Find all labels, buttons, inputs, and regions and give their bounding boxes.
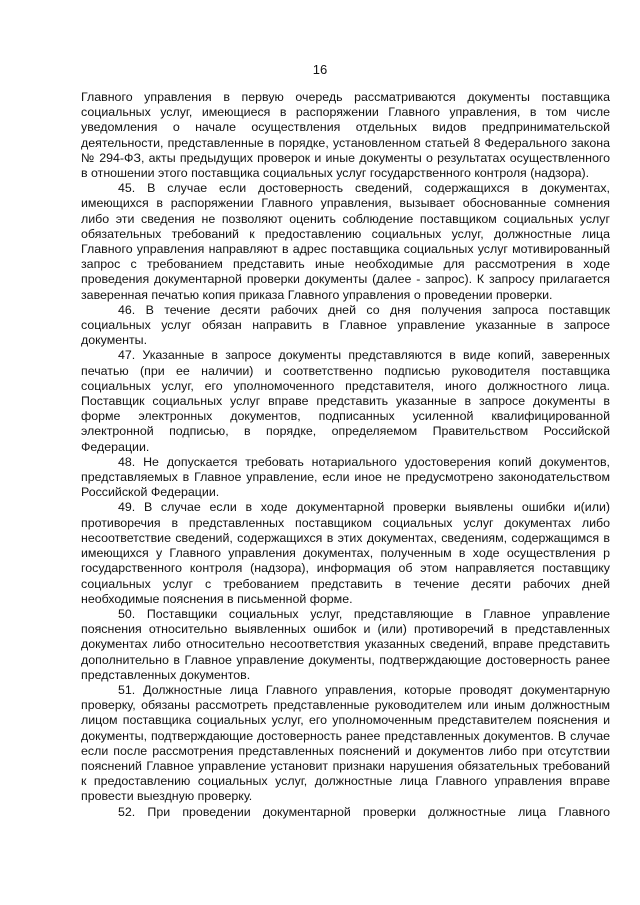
paragraph-continuation: Главного управления в первую очередь рассматриваются документы поставщика социальных услуг, имеющиеся в распоряжении Главного управления, в том числе уведомления о начале осуществления отдельных видов предпринимательской деятельности, представленные в порядке, установленном статьей 8 Федерального закона № 294-ФЗ, акты предыдущих проверок и иные документы о результатах осуществленного в отношении этого поставщика социальных услуг государственного контроля (надзора). (81, 90, 610, 181)
paragraph-46: 46. В течение десяти рабочих дней со дня получения запроса поставщик социальных услуг обязан направить в Главное управление указанные в запросе документы. (81, 302, 610, 348)
paragraph-47: 47. Указанные в запросе документы представляются в виде копий, заверенных печатью (при ее наличии) и соответственно подписью руководителя поставщика социальных услуг, его уполномоченного представителя, иного должностного лица. Поставщик социальных услуг вправе представить указанные в запросе документы в форме электронных документов, подписанных усиленной квалифицированной электронной подписью, в порядке, определяемом Правительством Российской Федерации. (81, 348, 610, 454)
document-body (81, 90, 610, 820)
page-number: 16 (312, 62, 328, 77)
paragraph-48: 48. Не допускается требовать нотариального удостоверения копий документов, представляемых в Главное управление, если иное не предусмотрено законодательством Российской Федерации. (81, 454, 610, 500)
paragraph-45: 45. В случае если достоверность сведений, содержащихся в документах, имеющихся в распоряжении Главного управления, вызывает обоснованные сомнения либо эти сведения не позволяют оценить соблюдение поставщиком социальных услуг обязательных требований к предоставлению социальных услуг, должностные лица Главного управления направляют в адрес поставщика социальных услуг мотивированный запрос с требованием представить иные необходимые для рассмотрения в ходе проведения документарной проверки документы (далее - запрос). К запросу прилагается заверенная печатью копия приказа Главного управления о проведении проверки. (81, 181, 610, 302)
paragraph-51: 51. Должностные лица Главного управления, которые проводят документарную проверку, обязаны рассмотреть представленные руководителем или иным должностным лицом поставщика социальных услуг, его уполномоченным представителем пояснения и документы, подтверждающие достоверность ранее представленных документов. В случае если после рассмотрения представленных пояснений и документов либо при отсутствии пояснений Главное управление установит признаки нарушения обязательных требований к предоставлению социальных услуг, должностные лица Главного управления вправе провести выездную проверку. (81, 682, 610, 804)
paragraph-52: 52. При проведении документарной проверки должностные лица Главного (118, 804, 610, 819)
paragraph-49: 49. В случае если в ходе документарной проверки выявлены ошибки и(или) противоречия в представленных поставщиком социальных услуг документах либо несоответствие сведений, содержащихся в этих документах, сведениям, содержащимся в имеющихся у Главного управления документах, полученным в ходе осуществления р государственного контроля (надзора), информация об этом направляется поставщику социальных услуг с требованием представить в течение десяти рабочих дней необходимые пояснения в письменной форме. (81, 500, 610, 606)
paragraph-50: 50. Поставщики социальных услуг, представляющие в Главное управление пояснения относительно выявленных ошибок и (или) противоречий в представленных документах либо относительно несоответствия указанных сведений, вправе представить дополнительно в Главное управление документы, подтверждающие достоверность ранее представленных документов. (81, 606, 610, 682)
